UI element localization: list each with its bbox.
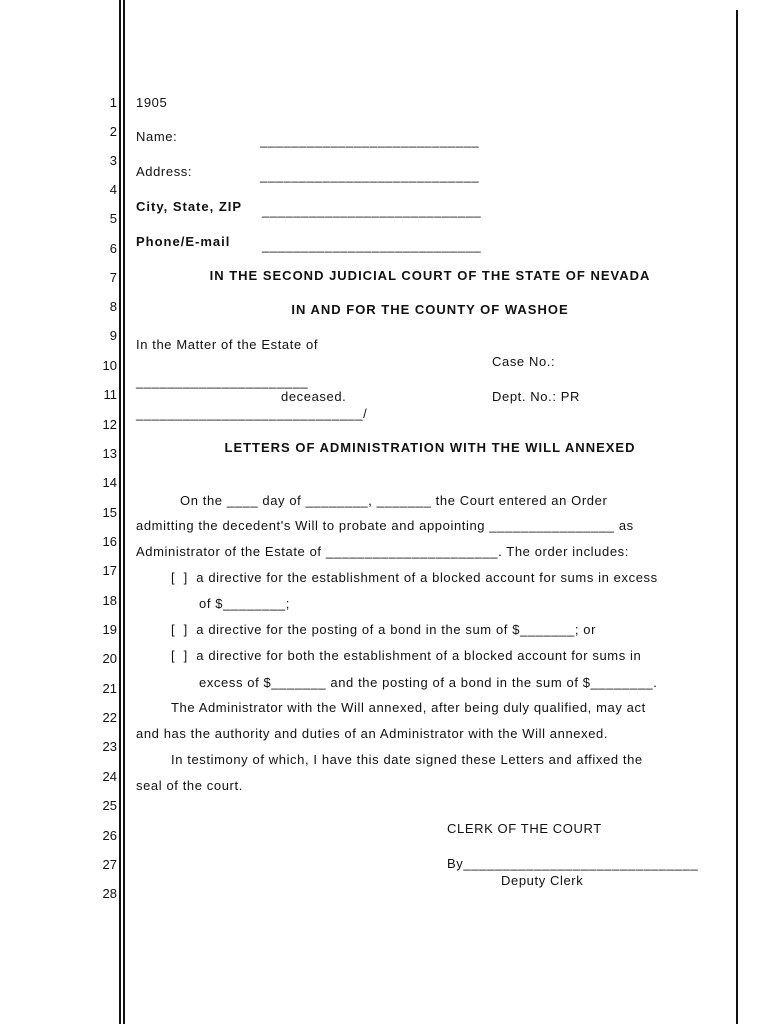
caption-close-line: _____________________________/ (136, 406, 368, 421)
signature-line[interactable]: By______________________________ (447, 856, 699, 871)
line-number: 4 (109, 182, 117, 197)
address-field[interactable]: ____________________________ (260, 168, 480, 183)
case-number-label: Case No.: (492, 354, 556, 369)
line-number: 11 (103, 387, 117, 402)
name-field[interactable]: ____________________________ (260, 133, 480, 148)
line-number: 14 (102, 475, 117, 490)
right-margin-rule (736, 10, 738, 1024)
line-number: 20 (102, 651, 117, 666)
line-number: 24 (102, 769, 117, 784)
blocked-account-option-line2: of $________; (199, 596, 290, 611)
line-number: 2 (109, 124, 117, 139)
line-number: 3 (109, 153, 117, 168)
authority-paragraph-line2: and has the authority and duties of an Administrator with the Will annexed. (136, 726, 609, 741)
line-number: 17 (102, 563, 117, 578)
form-number: 1905 (136, 95, 168, 110)
court-name-line1: IN THE SECOND JUDICIAL COURT OF THE STATE OF NEVADA (209, 268, 651, 283)
line-number: 22 (102, 710, 117, 725)
line-number: 7 (109, 270, 117, 285)
line-number: 16 (102, 534, 117, 549)
order-paragraph-line3: Administrator of the Estate of ______________________. The order includes: (136, 544, 629, 559)
both-option-line1[interactable]: [ ] a directive for both the establishment of a blocked account for sums in (171, 648, 642, 663)
line-number: 23 (102, 739, 117, 754)
city-state-zip-field[interactable]: ____________________________ (262, 203, 482, 218)
line-number: 26 (102, 828, 117, 843)
order-paragraph-line1: On the ____ day of ________, _______ the Court entered an Order (180, 493, 608, 508)
line-number: 10 (102, 358, 117, 373)
line-number: 21 (102, 681, 117, 696)
address-label: Address: (136, 164, 193, 179)
line-number: 5 (109, 211, 117, 226)
line-number: 18 (102, 593, 117, 608)
line-number: 25 (102, 798, 117, 813)
clerk-of-court-label: CLERK OF THE COURT (447, 821, 602, 836)
left-margin-rule-inner (123, 0, 125, 1024)
city-state-zip-label: City, State, ZIP (136, 199, 243, 214)
decedent-name-field[interactable]: ______________________ (136, 374, 309, 389)
testimony-paragraph-line1: In testimony of which, I have this date signed these Letters and affixed the (171, 752, 643, 767)
deceased-label: deceased. (281, 389, 347, 404)
deputy-clerk-label: Deputy Clerk (501, 873, 584, 888)
left-margin-rule-outer (119, 0, 121, 1024)
line-number: 9 (109, 328, 117, 343)
line-number: 15 (102, 505, 117, 520)
phone-email-label: Phone/E-mail (136, 234, 231, 249)
bond-option[interactable]: [ ] a directive for the posting of a bond in the sum of $_______; or (171, 622, 597, 637)
line-number: 8 (109, 299, 117, 314)
testimony-paragraph-line2: seal of the court. (136, 778, 243, 793)
name-label: Name: (136, 129, 178, 144)
estate-matter-label: In the Matter of the Estate of (136, 337, 319, 352)
line-number: 12 (102, 417, 117, 432)
line-number: 27 (102, 857, 117, 872)
department-number-label: Dept. No.: PR (492, 389, 580, 404)
order-paragraph-line2: admitting the decedent's Will to probate and appointing ________________ as (136, 518, 634, 533)
line-number: 28 (102, 886, 117, 901)
blocked-account-option-line1[interactable]: [ ] a directive for the establishment of a blocked account for sums in excess (171, 570, 658, 585)
authority-paragraph-line1: The Administrator with the Will annexed, after being duly qualified, may act (171, 700, 646, 715)
both-option-line2: excess of $_______ and the posting of a bond in the sum of $________. (199, 675, 658, 690)
line-number: 1 (109, 95, 117, 110)
court-name-line2: IN AND FOR THE COUNTY OF WASHOE (291, 302, 569, 317)
document-title: LETTERS OF ADMINISTRATION WITH THE WILL ANNEXED (224, 440, 636, 455)
phone-email-field[interactable]: ____________________________ (262, 238, 482, 253)
line-number: 6 (109, 241, 117, 256)
line-number: 19 (102, 622, 117, 637)
line-number: 13 (102, 446, 117, 461)
